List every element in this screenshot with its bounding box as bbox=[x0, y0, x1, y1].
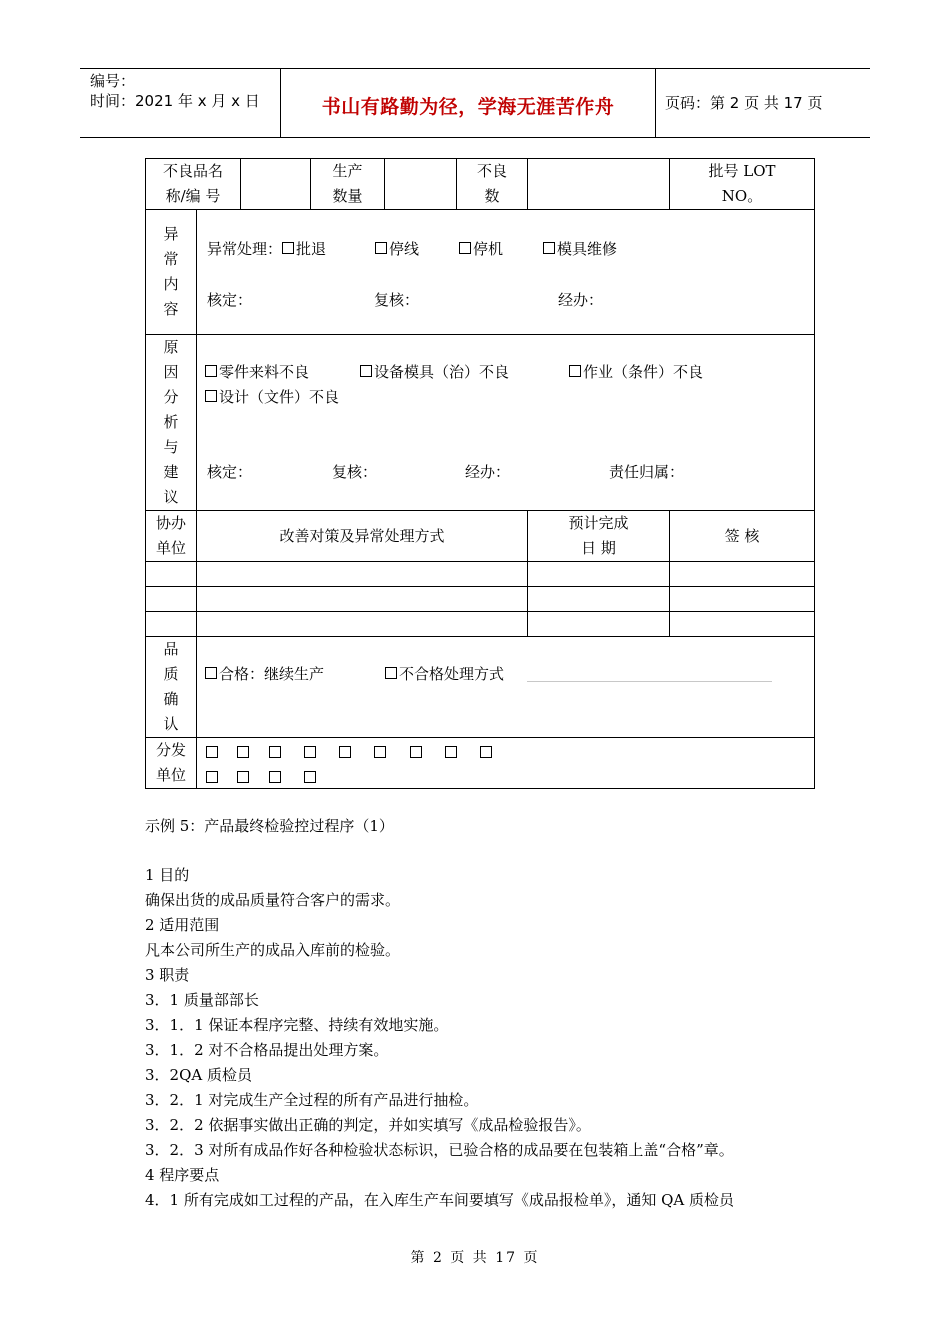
side-char: 与 bbox=[163, 438, 179, 456]
planned-date-input[interactable] bbox=[528, 562, 670, 587]
side-char: 常 bbox=[163, 250, 179, 268]
cause-approve-label: 核定： bbox=[207, 463, 253, 481]
option-label: 批退 bbox=[296, 240, 327, 258]
distribution-checkbox[interactable] bbox=[339, 746, 351, 758]
section-heading: 1 目的 bbox=[145, 866, 190, 884]
distribution-checkbox[interactable] bbox=[206, 746, 218, 758]
header-meta bbox=[80, 69, 280, 137]
planned-date-l2: 日 期 bbox=[581, 539, 616, 557]
fail-method-input-line[interactable] bbox=[527, 681, 772, 682]
side-char: 建 bbox=[163, 463, 179, 481]
example-title: 示例 5：产品最终检验控过程序（1） bbox=[145, 817, 394, 835]
sign-label: 签 核 bbox=[670, 511, 815, 562]
checkbox-icon bbox=[360, 365, 372, 377]
paragraph: 3．1．2 对不合格品提出处理方案。 bbox=[145, 1041, 389, 1059]
assist-unit-input[interactable] bbox=[146, 587, 197, 612]
lot-number-label-l1: 批号 LOT bbox=[708, 162, 776, 180]
improve-method-input[interactable] bbox=[197, 612, 528, 637]
paragraph: 确保出货的成品质量符合客户的需求。 bbox=[145, 891, 401, 909]
defect-count-label-l1: 不良 bbox=[477, 162, 508, 180]
checkbox-icon bbox=[205, 365, 217, 377]
form-row-quality bbox=[146, 637, 815, 738]
option-label: 零件来料不良 bbox=[219, 363, 310, 381]
distribution-checkbox[interactable] bbox=[374, 746, 386, 758]
side-char: 原 bbox=[163, 338, 179, 356]
side-char: 确 bbox=[163, 690, 179, 708]
lot-number-label-cell bbox=[670, 159, 815, 210]
distribution-l2: 单位 bbox=[155, 766, 186, 784]
option-label: 停机 bbox=[473, 240, 504, 258]
section-heading: 4 程序要点 bbox=[145, 1166, 220, 1184]
abnormal-handler-label: 经办： bbox=[558, 291, 604, 309]
cause-handler-label: 经办： bbox=[465, 463, 511, 481]
option-label: 设计（文件）不良 bbox=[219, 388, 340, 406]
distribution-checkbox[interactable] bbox=[237, 746, 249, 758]
cause-option-design[interactable] bbox=[205, 386, 339, 407]
header-motto-cell bbox=[280, 69, 656, 137]
option-label: 模具维修 bbox=[557, 240, 618, 258]
distribution-checkbox[interactable] bbox=[445, 746, 457, 758]
side-char: 容 bbox=[163, 300, 179, 318]
form-row-product bbox=[146, 159, 815, 210]
paragraph: 3．2QA 质检员 bbox=[145, 1066, 252, 1084]
sign-input[interactable] bbox=[670, 562, 815, 587]
cause-option-parts[interactable] bbox=[205, 361, 309, 382]
cause-content-cell bbox=[197, 335, 815, 511]
distribution-side-label bbox=[146, 738, 197, 789]
improve-method-input[interactable] bbox=[197, 562, 528, 587]
form-row-abnormal bbox=[146, 210, 815, 335]
side-char: 质 bbox=[163, 665, 179, 683]
assist-unit-l2: 单位 bbox=[155, 539, 186, 557]
distribution-checkbox[interactable] bbox=[304, 771, 316, 783]
quality-side-label bbox=[146, 637, 197, 738]
option-stop-machine[interactable] bbox=[459, 238, 503, 259]
checkbox-icon bbox=[385, 667, 397, 679]
planned-date-l1: 预计完成 bbox=[568, 514, 629, 532]
quality-pass-option[interactable] bbox=[205, 663, 324, 684]
distribution-content-cell bbox=[197, 738, 815, 789]
paragraph: 3．2．3 对所有成品作好各种检验状态标识，已验合格的成品要在包装箱上盖“合格”章。 bbox=[145, 1141, 734, 1159]
assist-unit-input[interactable] bbox=[146, 562, 197, 587]
planned-date-input[interactable] bbox=[528, 612, 670, 637]
assist-unit-l1: 协办 bbox=[155, 514, 186, 532]
section-heading: 3 职责 bbox=[145, 966, 190, 984]
distribution-checkbox[interactable] bbox=[269, 771, 281, 783]
cause-option-equipment[interactable] bbox=[360, 361, 509, 382]
distribution-checkbox[interactable] bbox=[237, 771, 249, 783]
side-char: 分 bbox=[163, 388, 179, 406]
abnormal-side-label bbox=[146, 210, 197, 335]
defect-count-value[interactable] bbox=[528, 159, 670, 210]
abnormal-content-cell bbox=[197, 210, 815, 335]
checkbox-icon bbox=[205, 667, 217, 679]
form-row-distribution bbox=[146, 738, 815, 789]
planned-date-label bbox=[528, 511, 670, 562]
time-label: 时间：2021 年 x 月 x 日 bbox=[90, 92, 260, 110]
option-label: 不合格处理方式 bbox=[399, 665, 505, 683]
option-label: 设备模具（治）不良 bbox=[374, 363, 510, 381]
sign-input[interactable] bbox=[670, 587, 815, 612]
doc-number-label: 编号： bbox=[90, 72, 136, 90]
option-stop-line[interactable] bbox=[375, 238, 419, 259]
production-qty-label-cell bbox=[311, 159, 385, 210]
table-row bbox=[146, 587, 815, 612]
page-header bbox=[80, 68, 870, 138]
cause-review-label: 复核： bbox=[332, 463, 378, 481]
paragraph: 3．1．1 保证本程序完整、持续有效地实施。 bbox=[145, 1016, 449, 1034]
product-name-label-l1: 不良品名 bbox=[163, 162, 224, 180]
product-name-label-cell bbox=[146, 159, 241, 210]
side-char: 议 bbox=[163, 488, 179, 506]
distribution-checkbox[interactable] bbox=[480, 746, 492, 758]
cause-option-operation[interactable] bbox=[569, 361, 703, 382]
table-row bbox=[146, 562, 815, 587]
distribution-checkbox[interactable] bbox=[410, 746, 422, 758]
abnormal-approve-label: 核定： bbox=[207, 291, 253, 309]
lot-number-label-l2: NO。 bbox=[721, 187, 763, 205]
planned-date-input[interactable] bbox=[528, 587, 670, 612]
motto-text: 书山有路勤为径，学海无涯苦作舟 bbox=[321, 96, 615, 118]
cause-responsibility-label: 责任归属： bbox=[609, 463, 685, 481]
option-reject[interactable] bbox=[282, 238, 326, 259]
form-row-improve-header bbox=[146, 511, 815, 562]
header-page-cell bbox=[655, 69, 870, 137]
assist-unit-label bbox=[146, 511, 197, 562]
page-footer: 第 2 页 共 17 页 bbox=[410, 1250, 540, 1266]
form-row-cause bbox=[146, 335, 815, 511]
sign-input[interactable] bbox=[670, 612, 815, 637]
production-qty-value[interactable] bbox=[385, 159, 457, 210]
paragraph: 3．1 质量部部长 bbox=[145, 991, 259, 1009]
production-qty-label-l1: 生产 bbox=[332, 162, 363, 180]
distribution-checkbox[interactable] bbox=[304, 746, 316, 758]
distribution-l1: 分发 bbox=[155, 741, 186, 759]
paragraph: 3．2．1 对完成生产全过程的所有产品进行抽检。 bbox=[145, 1091, 479, 1109]
product-name-value[interactable] bbox=[241, 159, 311, 210]
paragraph: 凡本公司所生产的成品入库前的检验。 bbox=[145, 941, 401, 959]
side-char: 因 bbox=[163, 363, 179, 381]
side-char: 异 bbox=[163, 225, 179, 243]
option-label: 合格：继续生产 bbox=[219, 665, 325, 683]
side-char: 析 bbox=[163, 413, 179, 431]
quality-content-cell bbox=[197, 637, 815, 738]
improve-method-label: 改善对策及异常处理方式 bbox=[197, 511, 528, 562]
checkbox-icon bbox=[459, 242, 471, 254]
distribution-checkbox[interactable] bbox=[269, 746, 281, 758]
defect-count-label-l2: 数 bbox=[484, 187, 500, 205]
paragraph: 4．1 所有完成如工过程的产品，在入库生产车间要填写《成品报检单》，通知 QA 质检员 bbox=[145, 1191, 735, 1209]
option-label: 停线 bbox=[389, 240, 420, 258]
defect-report-form bbox=[145, 158, 815, 789]
checkbox-icon bbox=[375, 242, 387, 254]
abnormal-review-label: 复核： bbox=[374, 291, 420, 309]
distribution-checkbox[interactable] bbox=[206, 771, 218, 783]
product-name-label-l2: 称/编 号 bbox=[165, 187, 221, 205]
section-heading: 2 适用范围 bbox=[145, 916, 220, 934]
side-char: 品 bbox=[163, 640, 179, 658]
header-page-info: 页码：第 2 页 共 17 页 bbox=[665, 94, 823, 112]
defect-count-label-cell bbox=[457, 159, 528, 210]
assist-unit-input[interactable] bbox=[146, 612, 197, 637]
abnormal-handling-label: 异常处理： bbox=[207, 240, 283, 258]
cause-side-label bbox=[146, 335, 197, 511]
checkbox-icon bbox=[543, 242, 555, 254]
table-row bbox=[146, 612, 815, 637]
option-mold-repair[interactable] bbox=[543, 238, 617, 259]
quality-fail-option[interactable] bbox=[385, 663, 504, 684]
checkbox-icon bbox=[205, 390, 217, 402]
option-label: 作业（条件）不良 bbox=[583, 363, 704, 381]
production-qty-label-l2: 数量 bbox=[332, 187, 363, 205]
checkbox-icon bbox=[569, 365, 581, 377]
side-char: 认 bbox=[163, 715, 179, 733]
paragraph: 3．2．2 依据事实做出正确的判定，并如实填写《成品检验报告》。 bbox=[145, 1116, 591, 1134]
side-char: 内 bbox=[163, 275, 179, 293]
improve-method-input[interactable] bbox=[197, 587, 528, 612]
checkbox-icon bbox=[282, 242, 294, 254]
